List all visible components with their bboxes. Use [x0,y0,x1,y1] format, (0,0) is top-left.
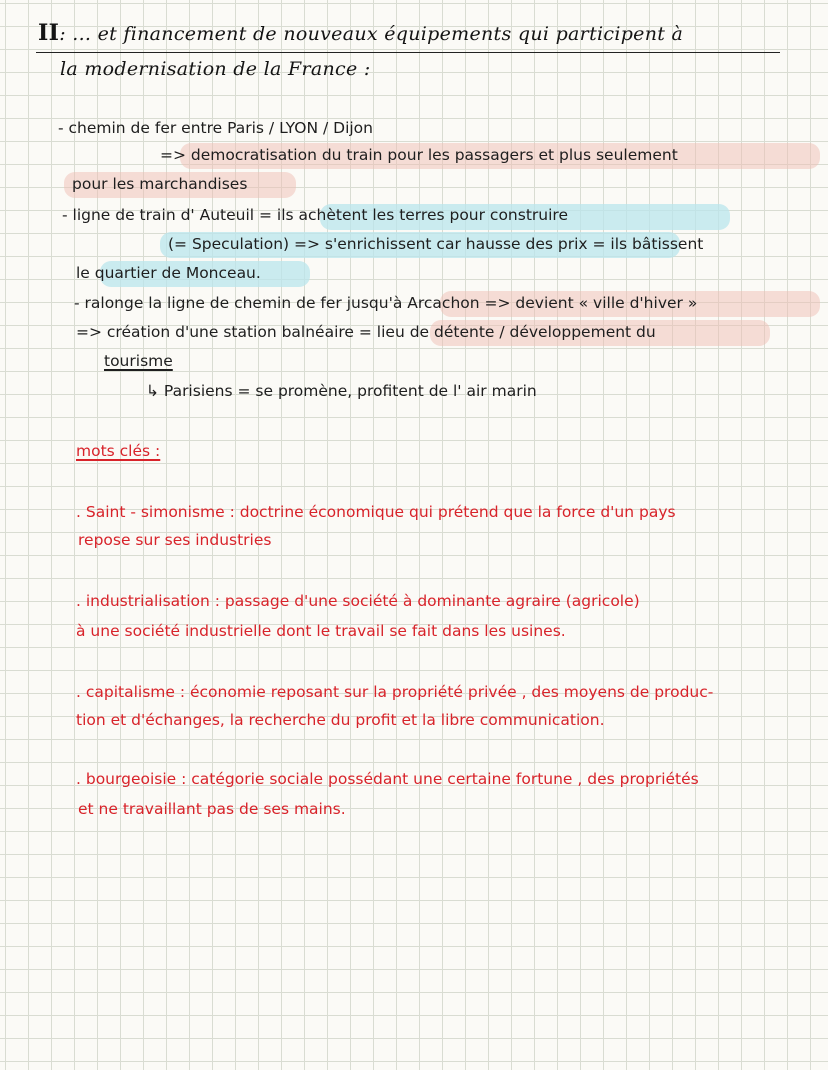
note-item1-line2: => democratisation du train pour les passagers et plus seulement [160,146,678,164]
note-item1-line1: - chemin de fer entre Paris / LYON / Dijon [58,119,373,137]
note-item2-line3: le quartier de Monceau. [76,264,261,282]
note-item2-line2: (= Speculation) => s'enrichissent car hausse des prix = ils bâtissent [168,235,704,253]
keyword-3-line2: tion et d'échanges, la recherche du profit et la libre communication. [76,711,605,729]
note-item3-line3: tourisme [104,352,173,370]
section-title-line-2: la modernisation de la France : [60,58,371,80]
keyword-2-line1: . industrialisation : passage d'une société à dominante agraire (agricole) [76,592,640,610]
keyword-1-line2: repose sur ses industries [78,531,272,549]
section-number: II [38,20,60,46]
note-item3-line2: => création d'une station balnéaire = lieu de détente / développement du [76,323,656,341]
keyword-4-line2: et ne travaillant pas de ses mains. [78,800,346,818]
keywords-heading: mots clés : [76,442,161,460]
note-item2-line1: - ligne de train d' Auteuil = ils achètent les terres pour construire [62,206,568,224]
keyword-2-line2-visible: à une société industrielle dont le travail se fait dans les usines. [76,622,566,640]
keyword-4-line1: . bourgeoisie : catégorie sociale possédant une certaine fortune , des propriétés [76,770,699,788]
note-item3-line4: ↳ Parisiens = se promène, profitent de l' air marin [146,382,537,400]
keyword-3-line1: . capitalisme : économie reposant sur la propriété privée , des moyens de produc- [76,683,714,701]
section-title-line-1 [38,22,683,44]
keyword-1-line1: . Saint - simonisme : doctrine économique qui prétend que la force d'un pays [76,503,676,521]
note-item3-line1: - ralonge la ligne de chemin de fer jusqu'à Arcachon => devient « ville d'hiver » [74,294,698,312]
section-title-text: : ... et financement de nouveaux équipements qui participent à [59,23,684,45]
title-underline [36,52,780,53]
note-item1-line3: pour les marchandises [72,175,248,193]
